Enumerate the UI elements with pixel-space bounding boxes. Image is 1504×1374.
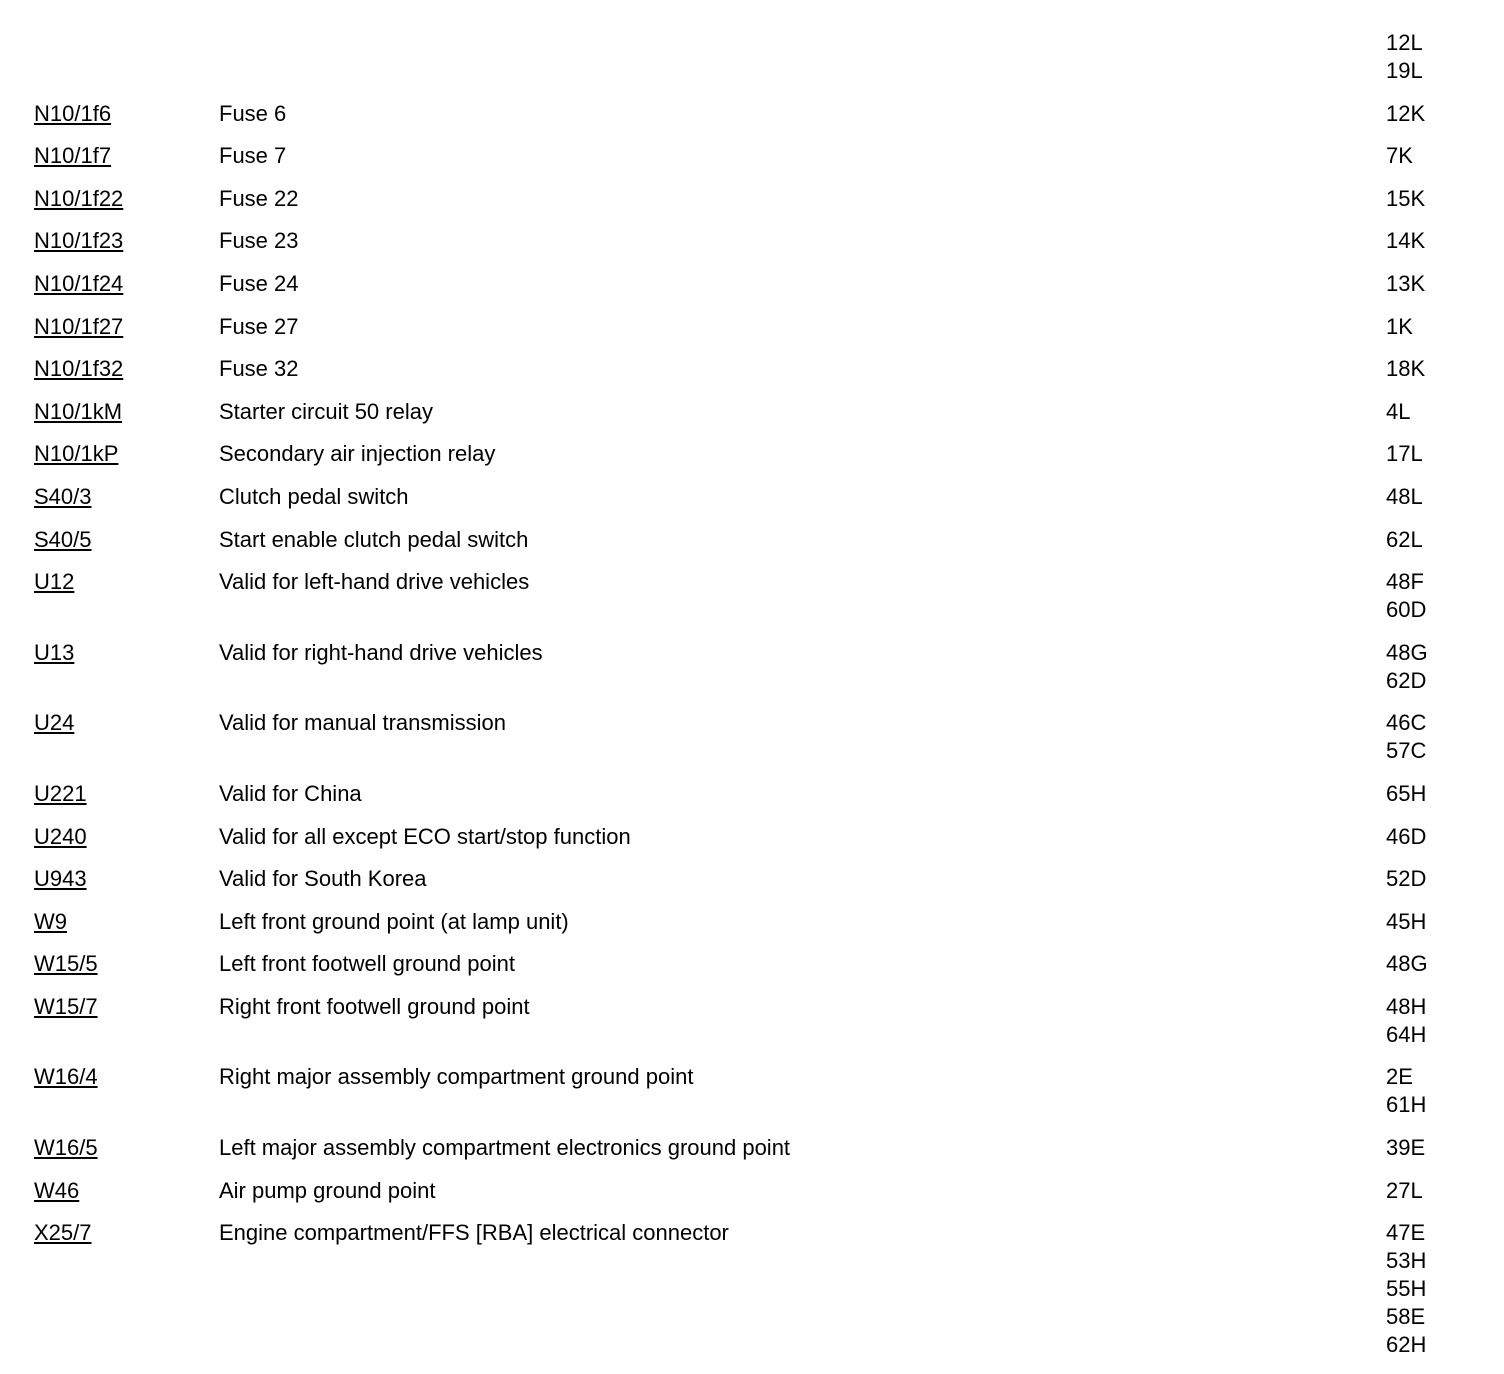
- legend-row: [0, 568, 1504, 624]
- component-description: Valid for South Korea: [219, 866, 427, 892]
- legend-row: [0, 1063, 1504, 1119]
- component-description: Clutch pedal switch: [219, 483, 409, 509]
- component-code-link[interactable]: N10/1f6: [34, 100, 112, 126]
- grid-reference: 12K: [1386, 100, 1426, 126]
- grid-reference: 12L: [1386, 30, 1423, 55]
- component-legend: [0, 29, 1504, 1374]
- component-description: Starter circuit 50 relay: [219, 398, 433, 424]
- grid-reference: 46D: [1386, 823, 1427, 849]
- grid-reference-list: [1386, 355, 1504, 383]
- component-description: Valid for left-hand drive vehicles: [219, 569, 530, 595]
- component-description: Fuse 24: [219, 270, 299, 296]
- component-description: Valid for all except ECO start/stop function: [219, 823, 631, 849]
- component-description: Fuse 27: [219, 313, 299, 339]
- component-description: Left front ground point (at lamp unit): [219, 908, 569, 934]
- legend-row: [0, 270, 1504, 298]
- grid-reference-list: [1386, 1177, 1504, 1205]
- component-description: Left front footwell ground point: [219, 951, 515, 977]
- legend-row: [0, 639, 1504, 695]
- legend-row: [0, 313, 1504, 341]
- grid-reference-list: [1386, 483, 1504, 511]
- component-code-link[interactable]: N10/1f23: [34, 228, 124, 254]
- grid-reference-list: [1386, 568, 1504, 624]
- grid-reference-list: [1386, 639, 1504, 695]
- grid-reference: 27L: [1386, 1177, 1423, 1203]
- legend-row: [0, 950, 1504, 978]
- component-description: Valid for manual transmission: [219, 710, 506, 736]
- grid-reference: 47E: [1386, 1220, 1426, 1246]
- grid-reference: 46C: [1386, 710, 1427, 736]
- legend-row: [0, 1177, 1504, 1205]
- legend-row: [0, 29, 1504, 85]
- grid-reference-list: [1386, 993, 1504, 1049]
- component-description: Fuse 23: [219, 228, 299, 254]
- component-code-link[interactable]: U24: [34, 710, 75, 736]
- grid-reference-list: [1386, 227, 1504, 255]
- component-code-link[interactable]: W46: [34, 1177, 80, 1203]
- component-description: Fuse 6: [219, 100, 287, 126]
- grid-reference-list: [1386, 142, 1504, 170]
- grid-reference-list: [1386, 823, 1504, 851]
- component-code-link[interactable]: N10/1f32: [34, 356, 124, 382]
- grid-reference: 60D: [1386, 597, 1427, 623]
- legend-row: [0, 1219, 1504, 1359]
- component-code-link[interactable]: N10/1f24: [34, 270, 124, 296]
- component-description: Start enable clutch pedal switch: [219, 526, 529, 552]
- component-code-link[interactable]: N10/1kM: [34, 398, 123, 424]
- grid-reference-list: [1386, 29, 1504, 85]
- grid-reference: 18K: [1386, 356, 1426, 382]
- legend-row: [0, 440, 1504, 468]
- component-code-link[interactable]: N10/1kP: [34, 441, 119, 467]
- grid-reference: 17L: [1386, 441, 1423, 467]
- grid-reference: 39E: [1386, 1135, 1426, 1161]
- legend-row: [0, 526, 1504, 554]
- grid-reference: 48L: [1386, 483, 1423, 509]
- grid-reference: 52D: [1386, 866, 1427, 892]
- component-code-link[interactable]: S40/5: [34, 526, 92, 552]
- legend-row: [0, 355, 1504, 383]
- grid-reference: 61H: [1386, 1092, 1427, 1118]
- grid-reference: 62H: [1386, 1332, 1427, 1358]
- component-code-link[interactable]: U943: [34, 866, 87, 892]
- component-code-link[interactable]: W16/4: [34, 1064, 98, 1090]
- component-code-link[interactable]: W16/5: [34, 1135, 98, 1161]
- component-description: Valid for China: [219, 780, 362, 806]
- component-code-link[interactable]: W15/7: [34, 993, 98, 1019]
- grid-reference-list: [1386, 398, 1504, 426]
- component-code-link[interactable]: N10/1f27: [34, 313, 124, 339]
- component-code-link[interactable]: W9: [34, 908, 67, 934]
- component-description: Secondary air injection relay: [219, 441, 496, 467]
- grid-reference-list: [1386, 526, 1504, 554]
- legend-row: [0, 483, 1504, 511]
- legend-row: [0, 908, 1504, 936]
- grid-reference: 48F: [1386, 569, 1424, 595]
- component-code-link[interactable]: W15/5: [34, 951, 98, 977]
- component-code-link[interactable]: X25/7: [34, 1220, 92, 1246]
- grid-reference-list: [1386, 270, 1504, 298]
- grid-reference: 62D: [1386, 667, 1427, 693]
- component-code-link[interactable]: U13: [34, 639, 75, 665]
- legend-row: [0, 398, 1504, 426]
- grid-reference: 48G: [1386, 639, 1428, 665]
- grid-reference-list: [1386, 1219, 1504, 1359]
- grid-reference-list: [1386, 1063, 1504, 1119]
- grid-reference: 53H: [1386, 1248, 1427, 1274]
- grid-reference: 58E: [1386, 1304, 1426, 1330]
- grid-reference-list: [1386, 1134, 1504, 1162]
- grid-reference: 62L: [1386, 526, 1423, 552]
- component-description: Right major assembly compartment ground point: [219, 1064, 694, 1090]
- legend-row: [0, 865, 1504, 893]
- component-description: Air pump ground point: [219, 1177, 436, 1203]
- legend-row: [0, 227, 1504, 255]
- grid-reference-list: [1386, 908, 1504, 936]
- legend-row: [0, 142, 1504, 170]
- component-description: Fuse 32: [219, 356, 299, 382]
- grid-reference: 64H: [1386, 1021, 1427, 1047]
- grid-reference: 48H: [1386, 993, 1427, 1019]
- component-code-link[interactable]: U12: [34, 569, 75, 595]
- legend-row: [0, 709, 1504, 765]
- component-code-link[interactable]: U221: [34, 780, 87, 806]
- legend-row: [0, 100, 1504, 128]
- grid-reference-list: [1386, 100, 1504, 128]
- component-code-link[interactable]: N10/1f7: [34, 143, 112, 169]
- grid-reference: 48G: [1386, 951, 1428, 977]
- grid-reference-list: [1386, 950, 1504, 978]
- component-code-link[interactable]: S40/3: [34, 483, 92, 509]
- component-description: Fuse 7: [219, 143, 287, 169]
- grid-reference: 19L: [1386, 58, 1423, 83]
- grid-reference: 2E: [1386, 1064, 1413, 1090]
- grid-reference: 15K: [1386, 185, 1426, 211]
- grid-reference: 4L: [1386, 398, 1411, 424]
- component-description: Engine compartment/FFS [RBA] electrical connector: [219, 1220, 729, 1246]
- legend-row: [0, 1134, 1504, 1162]
- grid-reference: 55H: [1386, 1276, 1427, 1302]
- grid-reference: 65H: [1386, 780, 1427, 806]
- grid-reference: 1K: [1386, 313, 1413, 339]
- legend-row: [0, 185, 1504, 213]
- grid-reference: 7K: [1386, 143, 1413, 169]
- legend-row: [0, 780, 1504, 808]
- legend-row: [0, 993, 1504, 1049]
- grid-reference-list: [1386, 865, 1504, 893]
- grid-reference-list: [1386, 440, 1504, 468]
- component-description: Right front footwell ground point: [219, 993, 530, 1019]
- component-code-link[interactable]: U240: [34, 823, 87, 849]
- component-code-link[interactable]: N10/1f22: [34, 185, 124, 211]
- component-description: Left major assembly compartment electronics ground point: [219, 1135, 791, 1161]
- legend-row: [0, 823, 1504, 851]
- grid-reference: 14K: [1386, 228, 1426, 254]
- grid-reference: 45H: [1386, 908, 1427, 934]
- grid-reference-list: [1386, 780, 1504, 808]
- grid-reference: 57C: [1386, 738, 1427, 764]
- component-description: Fuse 22: [219, 185, 299, 211]
- grid-reference: 13K: [1386, 270, 1426, 296]
- grid-reference-list: [1386, 313, 1504, 341]
- component-description: Valid for right-hand drive vehicles: [219, 639, 543, 665]
- grid-reference-list: [1386, 185, 1504, 213]
- grid-reference-list: [1386, 709, 1504, 765]
